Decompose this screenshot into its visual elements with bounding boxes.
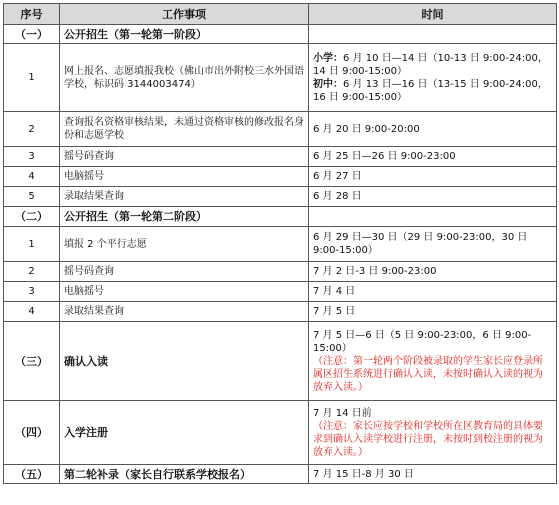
section-row — [4, 207, 557, 227]
section-title: 入学注册 — [60, 401, 309, 465]
header-item: 工作事项 — [60, 4, 309, 25]
primary-time: 6 月 10 日—14 日（10-13 日 9:00-24:00，14 日 9:00-15:00） — [313, 52, 548, 77]
header-time: 时间 — [309, 4, 557, 25]
register-time: 7 月 14 日前 — [313, 407, 372, 419]
confirm-time-cell — [309, 322, 557, 401]
row-item: 查询报名资格审核结果，未通过资格审核的修改报名身份和志愿学校 — [60, 112, 309, 147]
table-row — [4, 227, 557, 262]
row-number: 2 — [4, 262, 60, 282]
row-item: 电脑摇号 — [60, 167, 309, 187]
row-time — [309, 44, 557, 112]
section-title: 公开招生（第一轮第一阶段） — [60, 25, 309, 44]
row-number: 4 — [4, 302, 60, 322]
row-time: 7 月 4 日 — [309, 282, 557, 302]
section-number: （一） — [4, 25, 60, 44]
table-row — [4, 112, 557, 147]
section-number: （三） — [4, 322, 60, 401]
confirm-note: （注意：第一轮两个阶段被录取的学生家长应登录所属区招生系统进行确认入读，未按时确认入读的视为放弃入读。） — [313, 355, 543, 393]
row-number: 5 — [4, 187, 60, 207]
header-number: 序号 — [4, 4, 60, 25]
section-row — [4, 25, 557, 44]
middle-label: 初中： — [313, 78, 343, 90]
row-time: 7 月 5 日 — [309, 302, 557, 322]
time-primary-school — [313, 52, 552, 78]
register-note: （注意：家长应按学校和学校所在区教育局的具体要求到确认入读学校进行注册，未按时到校注册的视为放弃入读。） — [313, 420, 543, 458]
row-item: 摇号码查询 — [60, 147, 309, 167]
row-number: 1 — [4, 44, 60, 112]
table-row — [4, 262, 557, 282]
row-item: 电脑摇号 — [60, 282, 309, 302]
table-row — [4, 44, 557, 112]
row-item: 摇号码查询 — [60, 262, 309, 282]
supplement-time: 7 月 15 日-8 月 30 日 — [309, 465, 557, 484]
row-number: 1 — [4, 227, 60, 262]
primary-label: 小学： — [313, 52, 343, 64]
row-time: 7 月 2 日-3 日 9:00-23:00 — [309, 262, 557, 282]
row-time: 6 月 25 日—26 日 9:00-23:00 — [309, 147, 557, 167]
row-number: 3 — [4, 282, 60, 302]
section-time — [309, 207, 557, 227]
table-row — [4, 282, 557, 302]
time-middle-school — [313, 78, 552, 104]
table-row — [4, 167, 557, 187]
section-number: （二） — [4, 207, 60, 227]
row-number: 2 — [4, 112, 60, 147]
section-title: 第二轮补录（家长自行联系学校报名） — [60, 465, 309, 484]
row-item: 填报 2 个平行志愿 — [60, 227, 309, 262]
section-row-confirm — [4, 322, 557, 401]
row-time: 6 月 28 日 — [309, 187, 557, 207]
section-number: （四） — [4, 401, 60, 465]
section-row-register — [4, 401, 557, 465]
section-time — [309, 25, 557, 44]
section-row-supplement — [4, 465, 557, 484]
table-row — [4, 302, 557, 322]
section-title: 公开招生（第一轮第二阶段） — [60, 207, 309, 227]
schedule-table-wrapper — [3, 3, 556, 502]
section-title: 确认入读 — [60, 322, 309, 401]
table-row — [4, 187, 557, 207]
confirm-time: 7 月 5 日—6 日（5 日 9:00-23:00，6 日 9:00-15:00） — [313, 329, 532, 354]
table-row — [4, 147, 557, 167]
row-item: 录取结果查询 — [60, 302, 309, 322]
schedule-table — [3, 3, 557, 484]
row-item: 录取结果查询 — [60, 187, 309, 207]
row-number: 4 — [4, 167, 60, 187]
register-time-cell — [309, 401, 557, 465]
row-time: 6 月 20 日 9:00-20:00 — [309, 112, 557, 147]
row-time: 6 月 27 日 — [309, 167, 557, 187]
section-number: （五） — [4, 465, 60, 484]
header-row — [4, 4, 557, 25]
row-item: 网上报名、志愿填报我校（佛山市出外附校三水外国语学校，标识码 3144003474） — [60, 44, 309, 112]
middle-time: 6 月 13 日—16 日（13-15 日 9:00-24:00，16 日 9:00-15:00） — [313, 78, 548, 103]
row-time: 6 月 29 日—30 日（29 日 9:00-23:00，30 日 9:00-15:00） — [309, 227, 557, 262]
row-number: 3 — [4, 147, 60, 167]
